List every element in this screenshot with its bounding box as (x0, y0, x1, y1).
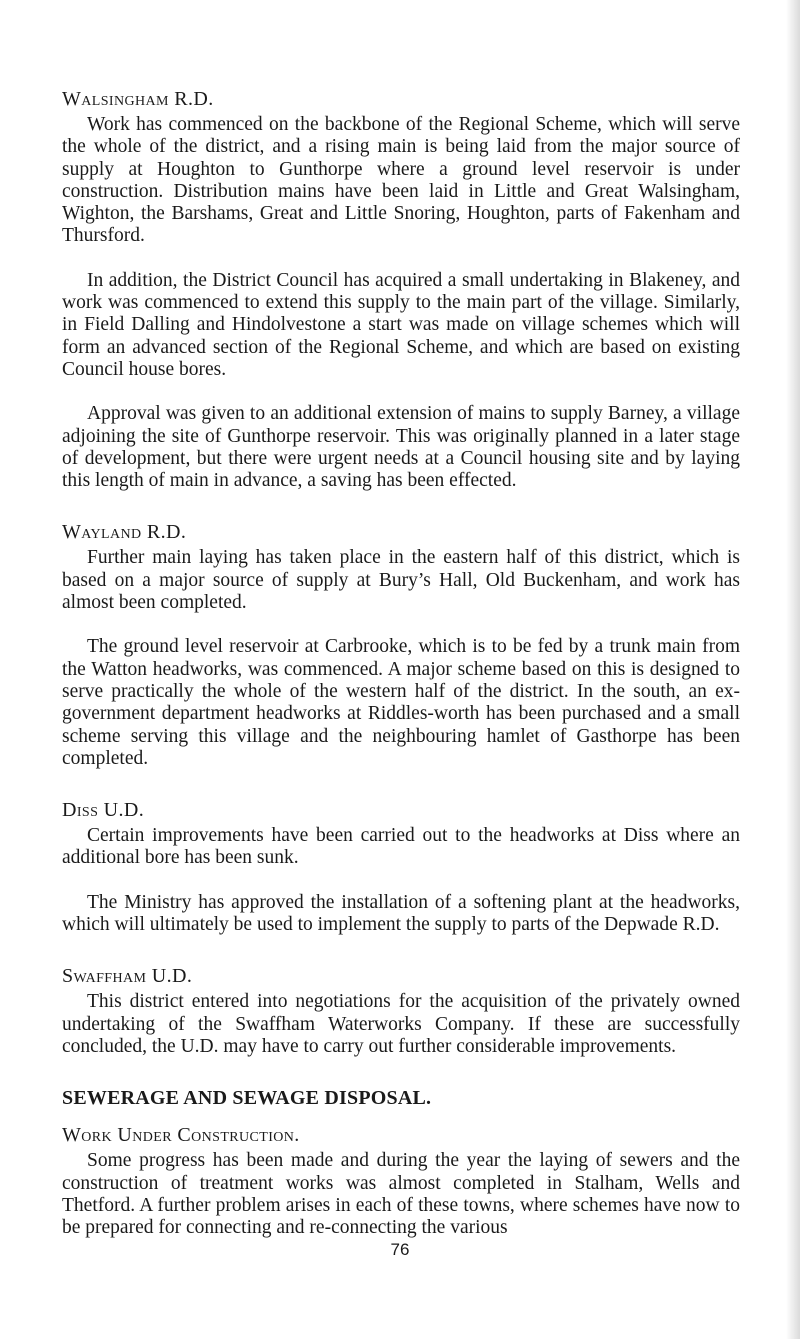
section-heading-diss: Diss U.D. (62, 799, 145, 822)
section-heading-walsingham: Walsingham R.D. (62, 88, 214, 110)
document-page (62, 86, 740, 1239)
paragraph: Work has commenced on the backbone of the Regional Scheme, which will serve the whole of the district, and a rising main is being laid from the major source of supply at Houghton to Gunthorpe where a ground level reservoir is under construction. Distribution mains have been laid in Little and Great Walsingham, Wighton, the Barshams, Great and Little Snoring, Houghton, parts of Fakenham and Thursford. (62, 114, 740, 247)
paragraph: The Ministry has approved the installation of a softening plant at the headworks, which will ultimately be used to implement the supply to parts of the Depwade R.D. (62, 891, 740, 936)
paragraph: The ground level reservoir at Carbrooke, which is to be fed by a trunk main from the Watton headworks, was commenced. A major scheme based on this is designed to serve practically the whole of the western half of the district. In the south, an ex-government department headworks at Riddles-worth has been purchased and a small scheme serving this village and the neighbouring hamlet of Gasthorpe has been completed. (62, 636, 740, 769)
subsection-heading-work-under-construction: Work Under Construction. (62, 1124, 300, 1147)
paragraph: In addition, the District Council has acquired a small undertaking in Blakeney, and work was commenced to extend this supply to the main part of the village. Similarly, in Field Dalling and Hindolvestone a start was made on village schemes which will form an advanced section of the Regional Scheme, and which are based on existing Council house bores. (62, 269, 740, 380)
paragraph: Further main laying has taken place in the eastern half of this district, which is based on a major source of supply at Bury’s Hall, Old Buckenham, and work has almost been completed. (62, 547, 740, 614)
section-heading-wayland: Wayland R.D. (62, 521, 187, 544)
paragraph: This district entered into negotiations for the acquisition of the privately owned undertaking of the Swaffham Waterworks Company. If these are successfully concluded, the U.D. may have to carry out further considerable improvements. (62, 991, 740, 1057)
page-number: 76 (390, 1240, 410, 1259)
paragraph: Some progress has been made and during the year the laying of sewers and the construction of treatment works was almost completed in Stalham, Wells and Thetford. A further problem arises in each of these towns, where schemes have now to be prepared for connecting and re-connecting the various (62, 1150, 740, 1239)
page-edge-shadow (786, 0, 800, 1339)
paragraph: Approval was given to an additional extension of mains to supply Barney, a village adjoining the site of Gunthorpe reservoir. This was originally planned in a later stage of development, but there were urgent needs at a Council housing site and by laying this length of main in advance, a saving has been effected. (62, 403, 740, 492)
main-heading-sewerage: SEWERAGE AND SEWAGE DISPOSAL. (62, 1087, 432, 1110)
section-heading-swaffham: Swaffham U.D. (62, 965, 193, 988)
paragraph: Certain improvements have been carried out to the headworks at Diss where an additional bore has been sunk. (62, 825, 740, 869)
